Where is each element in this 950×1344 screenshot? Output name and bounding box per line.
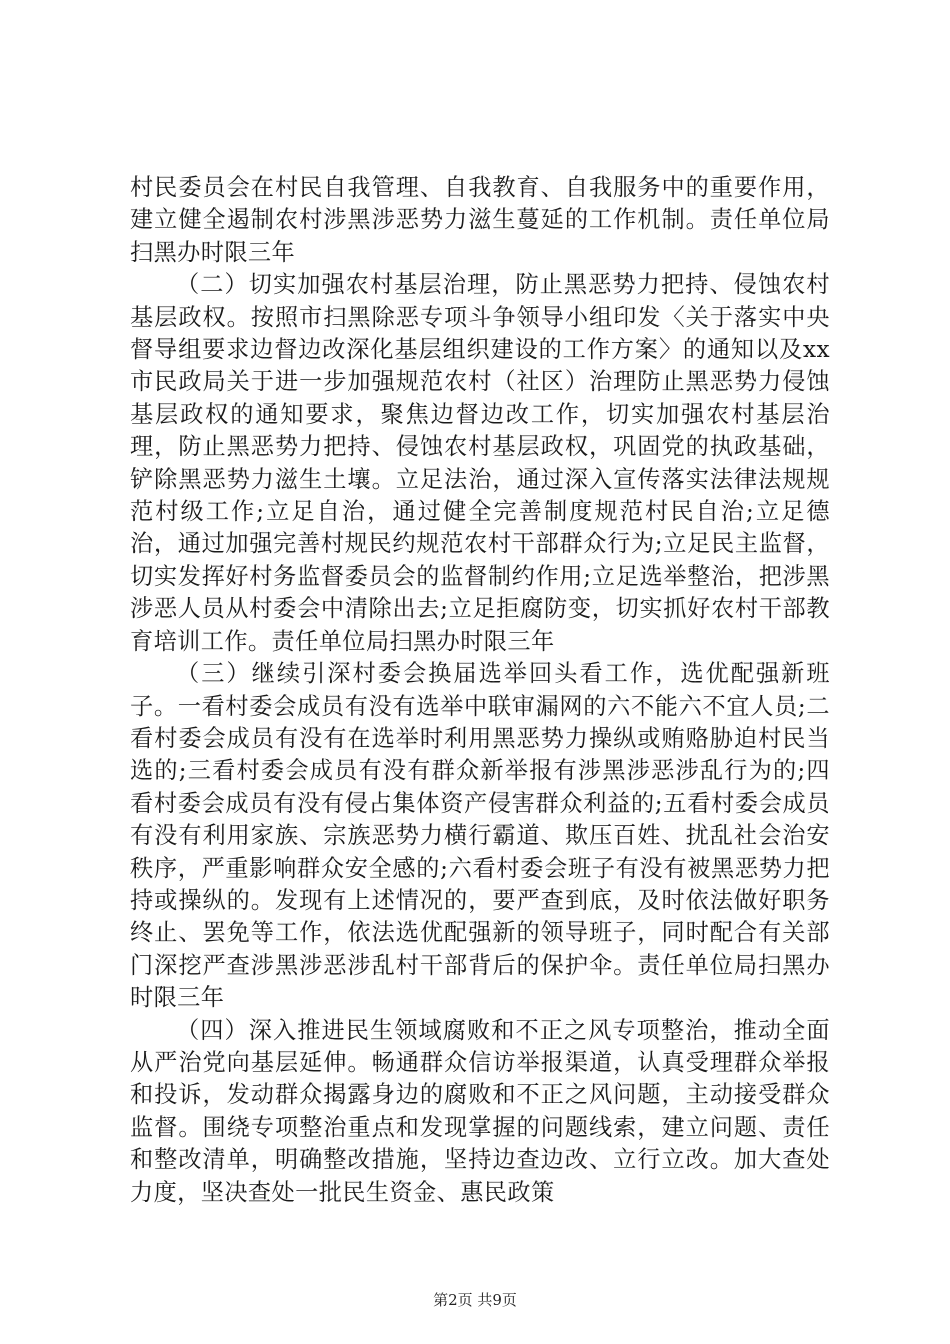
paragraph-continuation: 村民委员会在村民自我管理、自我教育、自我服务中的重要作用，建立健全遏制农村涉黑涉恶势力滋生蔓延的工作机制。责任单位局扫黑办时限三年 bbox=[130, 174, 830, 266]
page-number-footer: 第2页 共9页 bbox=[433, 1291, 517, 1309]
document-body bbox=[130, 172, 830, 1209]
paragraph-section-4: （四）深入推进民生领域腐败和不正之风专项整治，推动全面从严治党向基层延伸。畅通群众信访举报渠道，认真受理群众举报和投诉，发动群众揭露身边的腐败和不正之风问题，主动接受群众监督。围绕专项整治重点和发现掌握的问题线索，建立问题、责任和整改清单，明确整改措施，坚持边查边改、立行立改。加大查处力度，坚决查处一批民生资金、惠民政策 bbox=[130, 1016, 830, 1206]
paragraph-section-3: （三）继续引深村委会换届选举回头看工作，选优配强新班子。一看村委会成员有没有选举中联审漏网的六不能六不宜人员;二看村委会成员有没有在选举时利用黑恶势力操纵或贿赂胁迫村民当选的;三看村委会成员有没有群众新举报有涉黑涉恶涉乱行为的;四看村委会成员有没有侵占集体资产侵害群众利益的;五看村委会成员有没有利用家族、宗族恶势力横行霸道、欺压百姓、扰乱社会治安秩序，严重影响群众安全感的;六看村委会班子有没有被黑恶势力把持或操纵的。发现有上述情况的，要严查到底，及时依法做好职务终止、罢免等工作，依法选优配强新的领导班子，同时配合有关部门深挖严查涉黑涉恶涉乱村干部背后的保护伞。责任单位局扫黑办时限三年 bbox=[130, 660, 830, 1012]
paragraph-section-2: （二）切实加强农村基层治理，防止黑恶势力把持、侵蚀农村基层政权。按照市扫黑除恶专项斗争领导小组印发〈关于落实中央督导组要求边督边改深化基层组织建设的工作方案〉的通知以及xx市民政局关于进一步加强规范农村（社区）治理防止黑恶势力侵蚀基层政权的通知要求，聚焦边督边改工作，切实加强农村基层治理，防止黑恶势力把持、侵蚀农村基层政权，巩固党的执政基础，铲除黑恶势力滋生土壤。立足法治，通过深入宣传落实法律法规规范村级工作;立足自治，通过健全完善制度规范村民自治;立足德治，通过加强完善村规民约规范农村干部群众行为;立足民主监督，切实发挥好村务监督委员会的监督制约作用;立足选举整治，把涉黑涉恶人员从村委会中清除出去;立足拒腐防变，切实抓好农村干部教育培训工作。责任单位局扫黑办时限三年 bbox=[130, 271, 830, 655]
